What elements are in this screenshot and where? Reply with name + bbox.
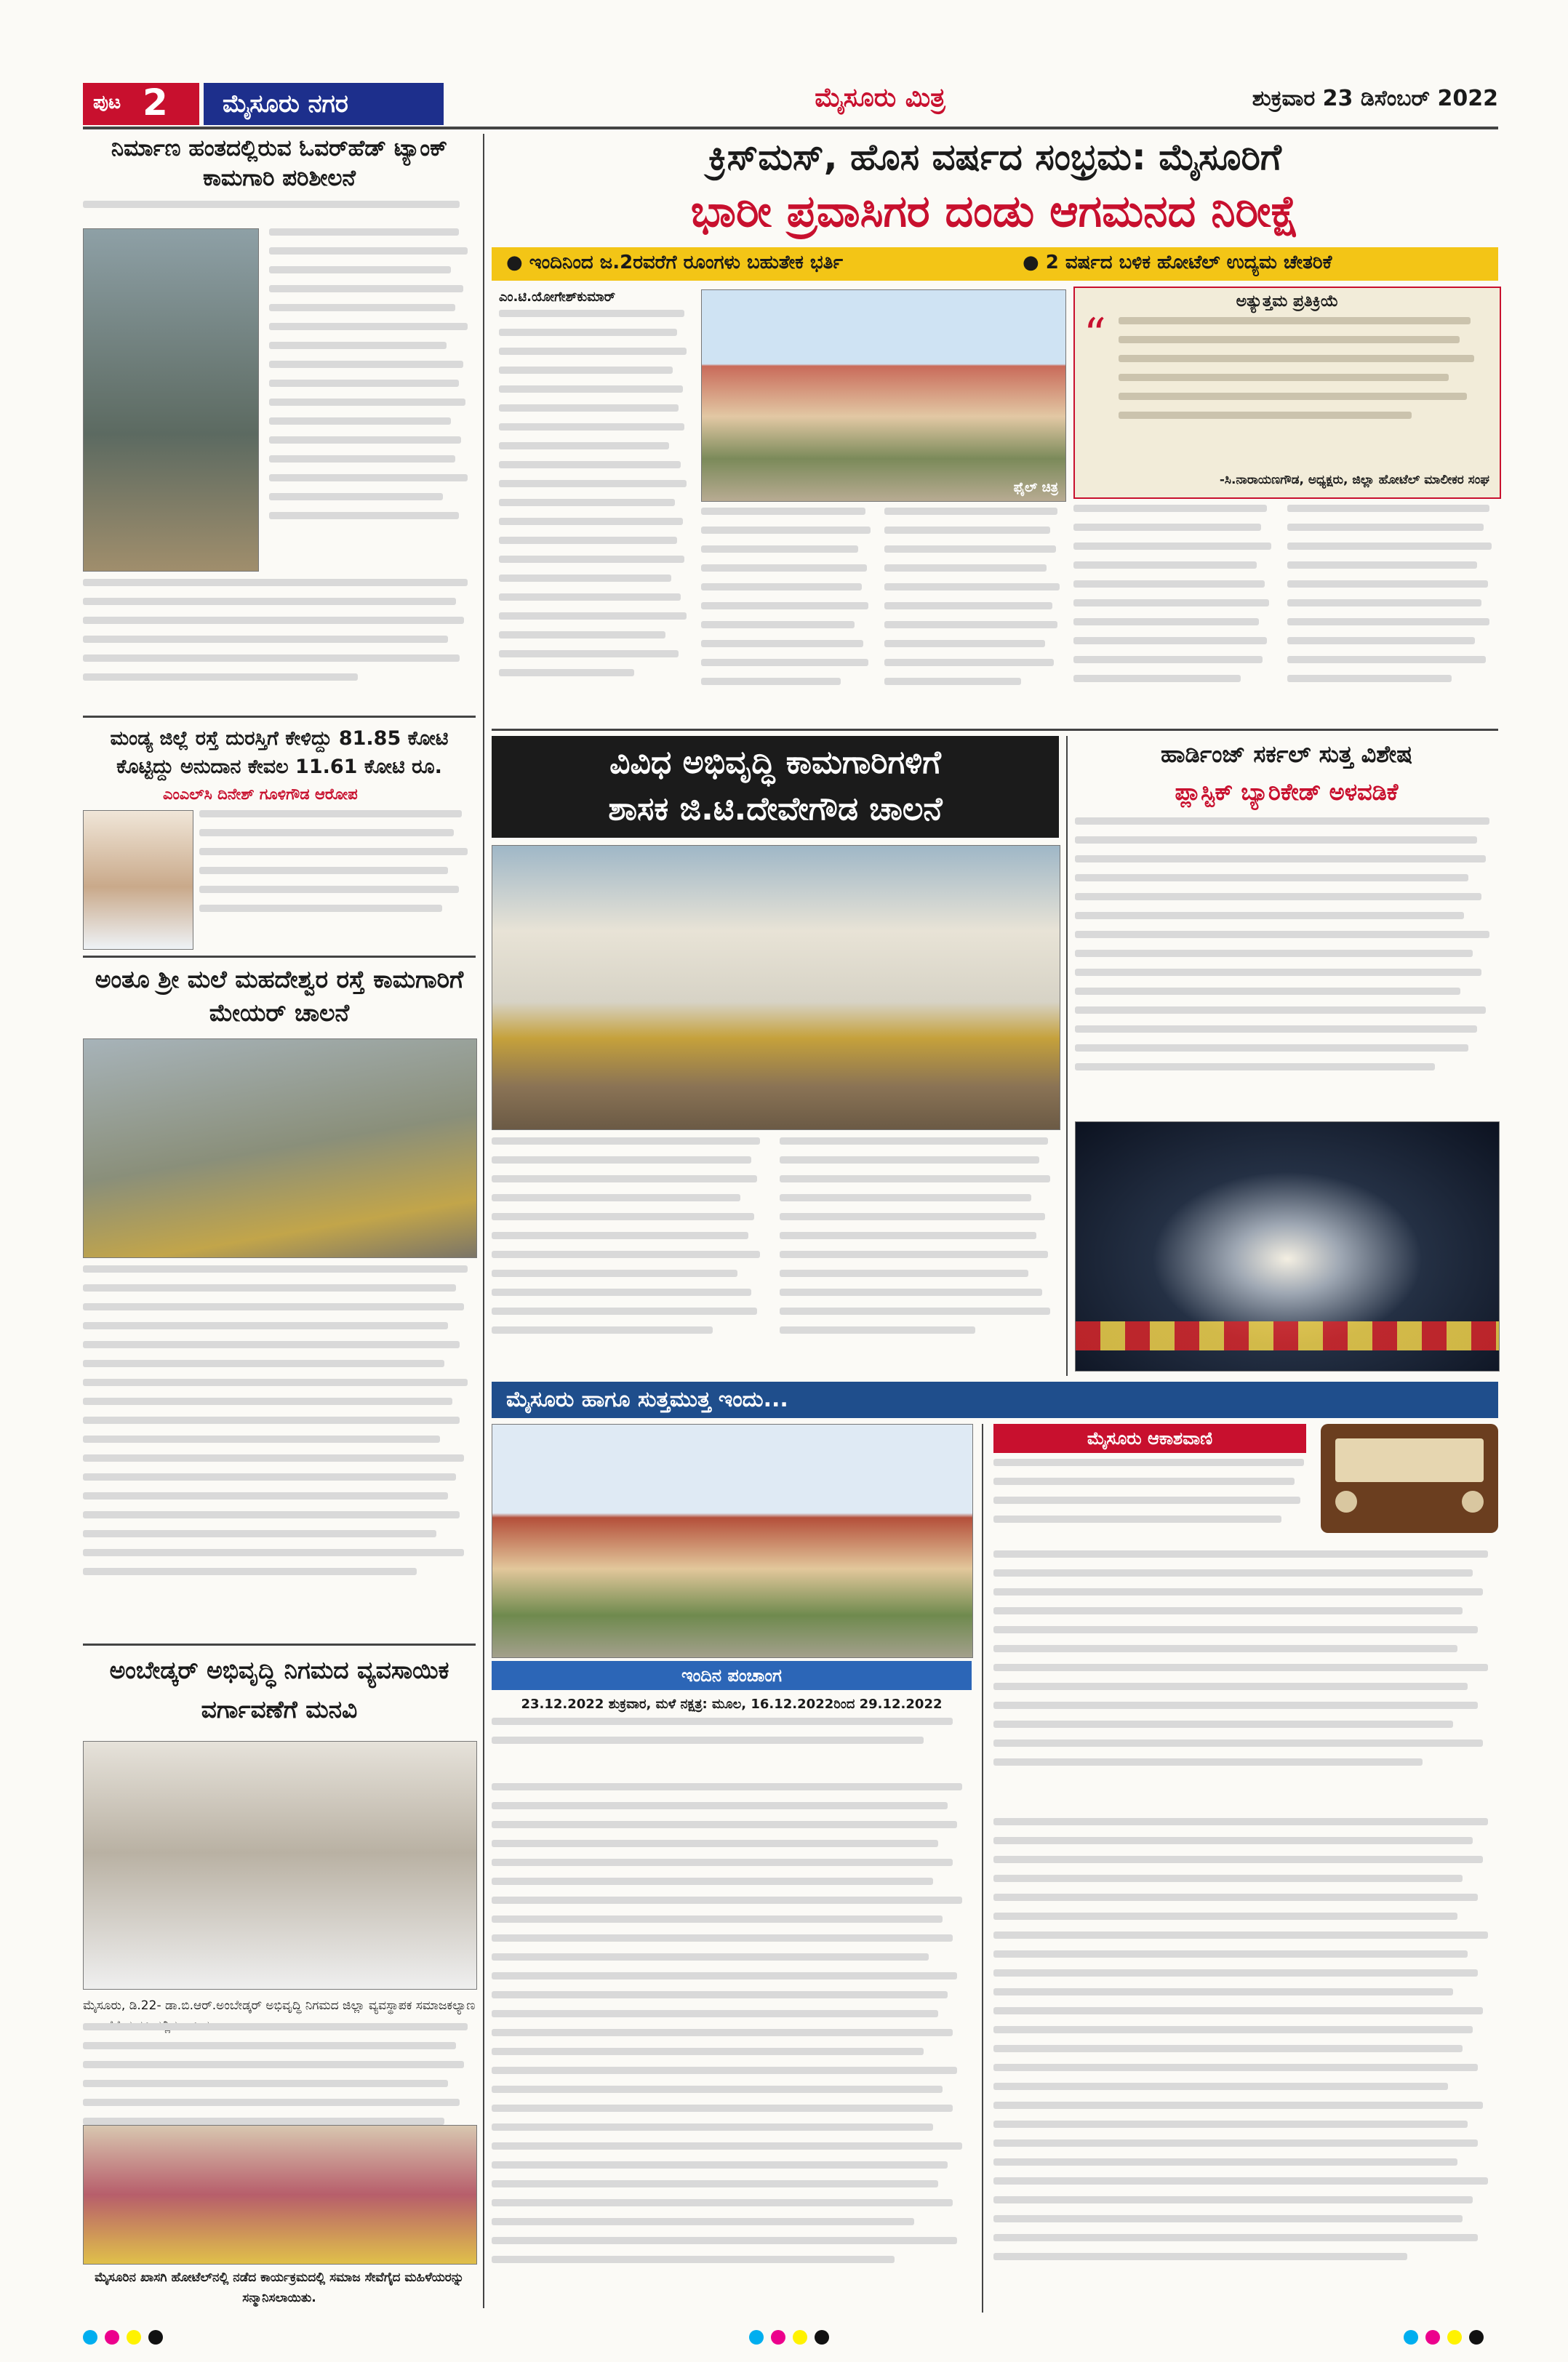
page-label-box — [83, 83, 199, 125]
devegowda-photo — [492, 845, 1060, 1130]
tank-article-body-right — [269, 228, 476, 570]
today-palace-photo — [492, 1424, 973, 1658]
lead-col-1 — [499, 310, 692, 717]
masthead — [0, 0, 1568, 131]
lead-strap — [492, 247, 1498, 281]
today-events-left — [492, 1783, 972, 2314]
column-divider — [483, 134, 484, 2308]
rule-3 — [83, 1644, 476, 1646]
page-label: ಪುಟ — [93, 92, 121, 113]
response-box — [1073, 287, 1501, 499]
ambedkar-lead: ಮೈಸೂರು, ಡಿ.22- ಡಾ.ಬಿ.ಆರ್.ಅಂಬೇಡ್ಕರ್ ಅಭಿವೃದ್ಧಿ ನಿಗಮದ ಜಿಲ್ಲಾ ವ್ಯವಸ್ಥಾಪಕ ಸಮಾಜಕಲ್ಯಾಣ — [83, 1998, 476, 2013]
panchanga-title: ಇಂದಿನ ಪಂಚಾಂಗ — [492, 1661, 972, 1690]
lead-col-5 — [1287, 505, 1498, 718]
lead-col-2 — [701, 508, 876, 718]
devegowda-headline-2: ಶಾಸಕ ಜಿ.ಟಿ.ದೇವೇಗೌಡ ಚಾಲನೆ — [608, 790, 943, 828]
tank-article-body — [83, 579, 476, 710]
devegowda-col-1 — [492, 1137, 768, 1370]
akashavani-title: ಮೈಸೂರು ಆಕಾಶವಾಣಿ — [993, 1424, 1306, 1453]
devegowda-headline-box — [492, 736, 1059, 838]
lead-col-3 — [884, 508, 1065, 718]
strap-1: ● ಇಂದಿನಿಂದ ಜ.2ರವರೆಗೆ ರೂಂಗಳು ಬಹುತೇಕ ಭರ್ತಿ — [506, 252, 843, 273]
lead-col-4 — [1073, 505, 1277, 718]
today-events-right — [993, 1818, 1498, 2313]
ambedkar-photo — [83, 1741, 477, 1990]
tank-headline: ನಿರ್ಮಾಣ ಹಂತದಲ್ಲಿರುವ ಓವರ್‌ಹೆಡ್ ಟ್ಯಾಂಕ್ ಕಾಮಗಾರಿ ಪರಿಶೀಲನೆ — [111, 135, 448, 191]
women-caption: ಮೈಸೂರಿನ ಖಾಸಗಿ ಹೋಟೆಲ್‌ನಲ್ಲಿ ನಡೆದ ಕಾರ್ಯಕ್ರಮದಲ್ಲಿ ಸಮಾಜ ಸೇವೆಗೈದ ಮಹಿಳೆಯರನ್ನು ಸನ್ಮಾನಿಸಲಾಯಿತು. — [95, 2270, 464, 2305]
quote-icon: “ — [1084, 309, 1106, 360]
hardinge-night-photo — [1075, 1121, 1500, 1372]
today-divider — [982, 1424, 983, 2313]
panchanga-details — [492, 1718, 972, 1776]
devegowda-headline-1: ವಿವಿಧ ಅಭಿವೃದ್ಧಿ ಕಾಮಗಾರಿಗಳಿಗೆ — [609, 744, 941, 781]
photo-credit: ಫೈಲ್ ಚಿತ್ರ — [1013, 480, 1058, 495]
hardinge-body — [1075, 817, 1498, 1116]
registration-dots-left — [83, 2330, 170, 2347]
devegowda-story — [492, 736, 1059, 1376]
ambedkar-headline: ಅಂಬೇಡ್ಕರ್ ಅಭಿವೃದ್ಧಿ ನಿಗಮದ ವ್ಯವಸಾಯಿಕ ವರ್ಗಾವಣೆಗೆ ಮನವಿ — [109, 1656, 449, 1724]
rule-lead — [492, 729, 1498, 731]
palace-photo — [701, 289, 1066, 502]
masthead-rule — [83, 127, 1498, 129]
tank-article-intro — [83, 201, 476, 227]
dinesh-photo — [83, 810, 193, 950]
tank-photo — [83, 228, 259, 572]
lead-headline-2: ಭಾರೀ ಪ್ರವಾಸಿಗರ ದಂಡು ಆಗಮನದ ನಿರೀಕ್ಷೆ — [690, 186, 1300, 237]
response-box-title: ಅತ್ಯುತ್ತಮ ಪ್ರತಿಕ್ರಿಯೆ — [1236, 292, 1339, 311]
response-box-body — [1119, 317, 1485, 455]
hardinge-story — [1075, 736, 1498, 1376]
mahadeshwara-article-body — [83, 1265, 476, 1644]
registration-dots-right — [1404, 2330, 1491, 2347]
mandya-headline: ಮಂಡ್ಯ ಜಿಲ್ಲೆ ರಸ್ತೆ ದುರಸ್ತಿಗೆ ಕೇಳಿದ್ದು 81.85 ಕೋಟಿ ಕೊಟ್ಟಿದ್ದು ಅನುದಾನ ಕೇವಲ 11.61 ಕೋಟಿ ರೂ. — [110, 727, 449, 778]
akashavani-schedule — [993, 1459, 1313, 1546]
mayor-photo — [83, 1038, 477, 1258]
today-title: ಮೈಸೂರು ಹಾಗೂ ಸುತ್ತಮುತ್ತ ಇಂದು... — [492, 1382, 1498, 1418]
section-name: ಮೈಸೂರು ನಗರ — [204, 83, 444, 125]
lead-story — [492, 134, 1498, 726]
rule-2 — [83, 956, 476, 958]
left-column — [83, 134, 476, 2308]
hardinge-headline-1: ಹಾರ್ಡಿಂಜ್ ಸರ್ಕಲ್ ಸುತ್ತ ವಿಶೇಷ — [1160, 740, 1413, 768]
date-line: ಶುಕ್ರವಾರ 23 ಡಿಸೆಂಬರ್ 2022 — [1252, 86, 1498, 111]
akashavani-schedule-cont — [993, 1550, 1498, 1812]
lead-headline-1: ಕ್ರಿಸ್‌ಮಸ್, ಹೊಸ ವರ್ಷದ ಸಂಭ್ರಮ: ಮೈಸೂರಿಗೆ — [708, 136, 1281, 178]
panchanga-line: 23.12.2022 ಶುಕ್ರವಾರ, ಮಳೆ ನಕ್ಷತ್ರ: ಮೂಲ, 16.12.2022ರಿಂದ 29.12.2022 — [521, 1697, 943, 1712]
response-box-credit: -ಸಿ.ನಾರಾಯಣಗೌಡ, ಅಧ್ಯಕ್ಷರು, ಜಿಲ್ಲಾ ಹೋಟೆಲ್ ಮಾಲೀಕರ ಸಂಘ — [1219, 473, 1489, 487]
women-photo — [83, 2125, 477, 2265]
barricade-strip — [1076, 1321, 1499, 1350]
today-section — [492, 1382, 1498, 2320]
devegowda-col-2 — [780, 1137, 1059, 1370]
strap-2: ● 2 ವರ್ಷದ ಬಳಿಕ ಹೋಟೆಲ್ ಉದ್ಯಮ ಚೇತರಿಕೆ — [1023, 252, 1332, 273]
radio-icon — [1321, 1424, 1498, 1533]
mandya-article-body — [199, 810, 476, 948]
lead-byline: ಎಂ.ಟಿ.ಯೋಗೇಶ್‌ಕುಮಾರ್ — [499, 289, 616, 305]
mandya-tag: ಎಂಎಲ್‌ಸಿ ದಿನೇಶ್ ಗೂಳಿಗೌಡ ಆರೋಪ — [163, 785, 358, 803]
page-number: 2 — [143, 81, 168, 124]
registration-dots-center — [749, 2330, 836, 2347]
paper-name: ಮೈಸೂರು ಮಿತ್ರ — [815, 83, 945, 113]
rule-1 — [83, 716, 476, 718]
hardinge-headline-2: ಪ್ಲಾಸ್ಟಿಕ್ ಬ್ಯಾರಿಕೇಡ್ ಅಳವಡಿಕೆ — [1175, 778, 1399, 806]
mid-divider — [1066, 736, 1068, 1376]
mahadeshwara-headline: ಅಂತೂ ಶ್ರೀ ಮಲೆ ಮಹದೇಶ್ವರ ರಸ್ತೆ ಕಾಮಗಾರಿಗೆ ಮೇಯರ್ ಚಾಲನೆ — [95, 965, 464, 1027]
